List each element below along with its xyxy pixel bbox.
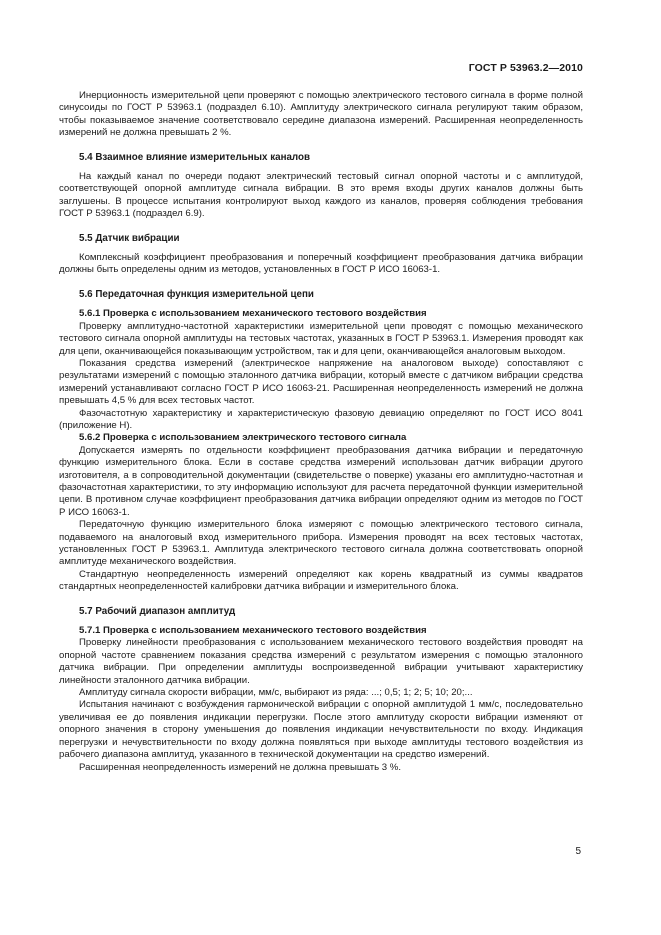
subsection-heading-5-6-1: 5.6.1 Проверка с использованием механического тестового воздействия [79,308,427,320]
section-heading-5-7: 5.7 Рабочий диапазон амплитуд [79,605,236,617]
standard-header: ГОСТ Р 53963.2—2010 [468,62,583,74]
paragraph: Фазочастотную характеристику и характеристическую фазовую девиацию определяют по ГОСТ ИСО 8041 (приложение Н). [59,407,583,431]
paragraph: Испытания начинают с возбуждения гармонической вибрации с опорной амплитудой 1 мм/с, последовательно увеличивая ее до появления индикации перегрузки. После этого амплитуду скорости вибрации изменяют от опорного значения в сторону уменьшения до появления индикации нечувствительности по входу. Индикация перегрузки и нечувствительности по входу должна появляться при выходе амплитуды тестового воздействия из рабочего диапазона амплитуд, указанного в технической документации на средство измерений. [59,699,583,761]
paragraph: Допускается измерять по отдельности коэффициент преобразования датчика вибрации и передаточную функцию измерительного блока. Если в составе средства измерений использован датчик вибрации другого изготовителя, а в сопроводительной документации (свидетельстве о поверке) указаны его амплитудно-частотная и фазочастотная характеристики, то эту информацию используют для расчета передаточной функции измерительной цепи. В противном случае коэффициент преобразования датчика вибрации определяют одним из методов по ГОСТ Р ИСО 16063-1. [59,444,583,518]
subsection-heading-5-7-1: 5.7.1 Проверка с использованием механического тестового воздействия [79,625,427,637]
paragraph: Передаточную функцию измерительного блока измеряют с помощью электрического тестового сигнала, подаваемого на аналоговый вход измерительного прибора. Измерения проводят на всех тестовых частотах, установленных ГОСТ Р 53963.1. Амплитуда электрического тестового сигнала должна соответствовать опорной амплитуде механического воздействия. [59,519,583,568]
paragraph: Инерционность измерительной цепи проверяют с помощью электрического тестового сигнала в форме полной синусоиды по ГОСТ Р 53963.1 (подраздел 6.10). Амплитуду электрического сигнала регулируют таким образом, чтобы показываемое значение соответствовало середине диапазона измерений. Расширенная неопределенность измерений не должна превышать 2 %. [59,90,583,139]
document-body [59,90,583,774]
section-heading-5-4: 5.4 Взаимное влияние измерительных каналов [79,151,311,163]
page-number: 5 [575,846,581,857]
paragraph: Амплитуду сигнала скорости вибрации, мм/с, выбирают из ряда: ...; 0,5; 1; 2; 5; 10; 20;... [79,687,473,699]
paragraph: Показания средства измерений (электрическое напряжение на аналоговом выходе) сопоставляют с результатами измерений с помощью эталонного датчика вибрации, который вместе с датчиком вибрации средства измерений устанавливают согласно ГОСТ Р ИСО 16063-21. Расширенная неопределенность измерений не должна превышать 4,5 % для всех тестовых частот. [59,357,583,407]
subsection-heading-5-6-2: 5.6.2 Проверка с использованием электрического тестового сигнала [79,432,407,444]
paragraph: Проверку линейности преобразования с использованием механического тестового воздействия проводят на опорной частоте сравнением показания средства измерений с результатом измерения с помощью эталонного датчика вибрации. При определении амплитуды воспроизведенной вибрации учитывают характеристику линейности эталонного датчика вибрации. [59,637,583,686]
section-heading-5-5: 5.5 Датчик вибрации [79,232,180,244]
paragraph: Проверку амплитудно-частотной характеристики измерительной цепи проводят с помощью механического тестового сигнала опорной амплитуды на тестовых частотах, указанных в ГОСТ Р 53963.1. Измерения проводят как для цепи, оканчивающейся показывающим устройством, так и для цепи, оканчивающейся аналоговым выходом. [59,320,583,357]
paragraph: Расширенная неопределенность измерений не должна превышать 3 %. [79,761,402,773]
paragraph: Стандартную неопределенность измерений определяют как корень квадратный из суммы квадратов стандартных неопределенностей калибровки датчика вибрации и измерительного блока. [59,568,583,593]
paragraph: Комплексный коэффициент преобразования и поперечный коэффициент преобразования датчика вибрации должны быть определены одним из методов, установленных в ГОСТ Р ИСО 16063-1. [59,252,583,276]
paragraph: На каждый канал по очереди подают электрический тестовый сигнал опорной частоты и с амплитудой, соответствующей опорной амплитуде сигнала вибрации. В это время входы других каналов должны быть заглушены. В процессе испытания контролируют выход каждого из каналов, проверяя соблюдения требования ГОСТ Р 53963.1 (подраздел 6.9). [59,171,583,220]
section-heading-5-6: 5.6 Передаточная функция измерительной цепи [79,288,314,300]
